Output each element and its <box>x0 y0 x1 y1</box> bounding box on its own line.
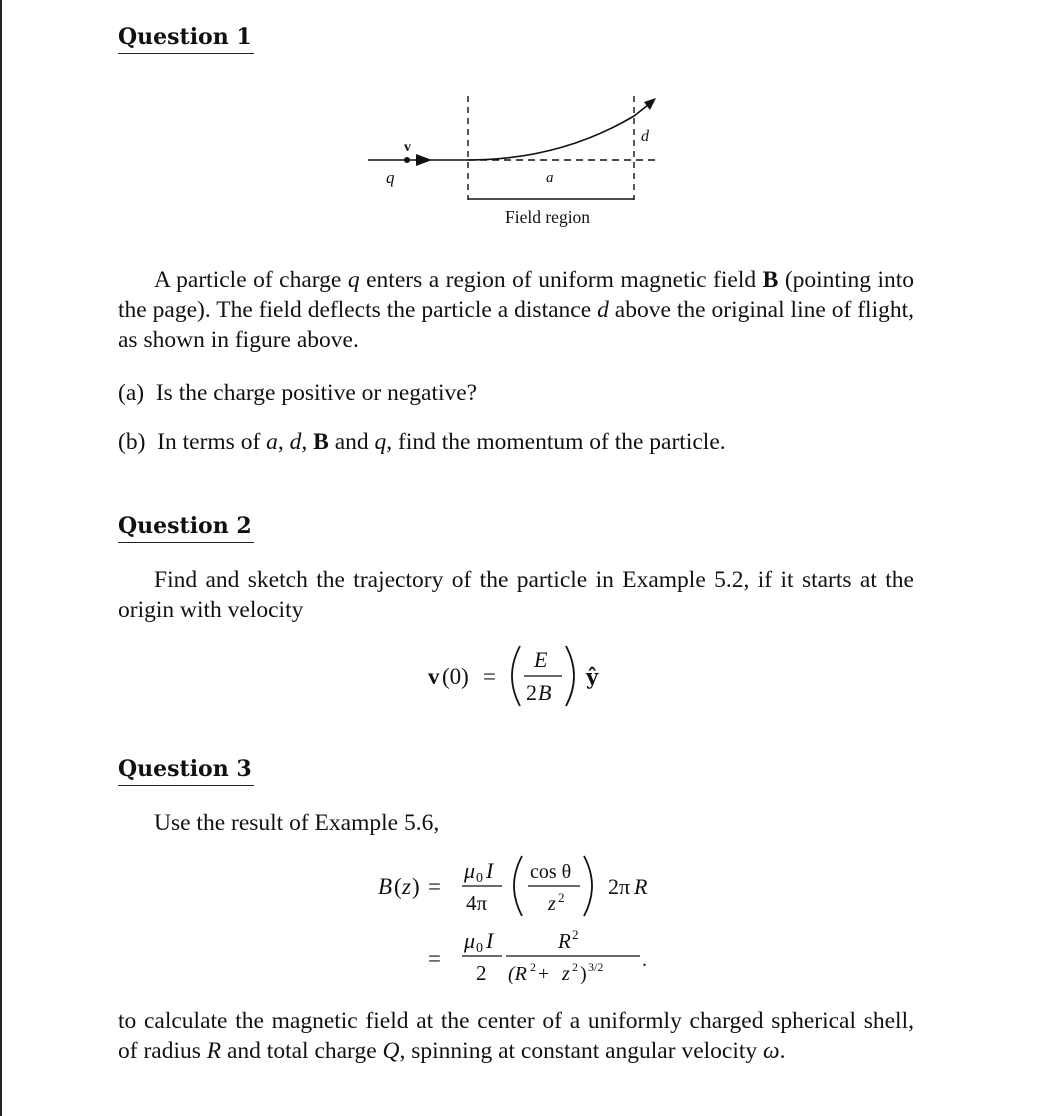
svg-text:0: 0 <box>476 871 483 886</box>
question-2-heading: Question 2 <box>118 513 254 543</box>
svg-text:3/2: 3/2 <box>588 960 604 974</box>
svg-text:=: = <box>428 874 441 899</box>
biot-savart-equation <box>368 850 668 990</box>
svg-text:2: 2 <box>526 680 537 705</box>
svg-text:v: v <box>428 664 440 689</box>
page-left-edge <box>0 0 2 1116</box>
svg-text:+: + <box>538 963 550 985</box>
question-1-body: A particle of charge q enters a region of uniform magnetic field B (pointing into the page). The field deflects the particle a distance d above the original line of flight, as shown in figure above. <box>118 267 915 353</box>
svg-text:B: B <box>538 680 552 705</box>
question-3-heading: Question 3 <box>118 756 254 786</box>
svg-text:R: R <box>558 929 571 953</box>
svg-text:2: 2 <box>572 960 578 974</box>
svg-text:μ: μ <box>464 858 476 883</box>
label-field-region: Field region <box>505 207 591 227</box>
svg-text:z: z <box>548 893 556 915</box>
svg-text:2: 2 <box>558 890 565 905</box>
question-1-heading: Question 1 <box>118 24 254 54</box>
question-1-part-a: (a) Is the charge positive or negative? <box>118 380 478 406</box>
question-3-body: Use the result of Example 5.6, <box>154 810 440 836</box>
svg-text:z: z <box>402 874 411 899</box>
question-3-body-continued: to calculate the magnetic field at the center of a uniformly charged spherical shell, of radius R and total charge Q, spinning at constant angular velocity ω. <box>118 1008 914 1064</box>
svg-text:0: 0 <box>476 941 483 956</box>
field-region-figure <box>360 88 670 233</box>
svg-text:μ: μ <box>464 928 476 953</box>
label-q: q <box>386 168 395 187</box>
svg-text:=: = <box>483 664 496 689</box>
velocity-equation <box>420 640 620 712</box>
svg-text:): ) <box>580 963 587 985</box>
svg-text:): ) <box>412 874 420 899</box>
svg-text:(R: (R <box>508 963 527 985</box>
svg-text:2: 2 <box>530 960 536 974</box>
svg-text:R: R <box>634 874 648 899</box>
particle-dot <box>404 157 410 163</box>
svg-text:ŷ: ŷ <box>586 664 599 689</box>
label-a: a <box>546 170 554 186</box>
svg-text:z: z <box>562 963 570 985</box>
svg-text:(: ( <box>394 874 402 899</box>
svg-text:2: 2 <box>476 961 487 985</box>
velocity-arrow <box>416 154 432 166</box>
svg-text:I: I <box>486 858 494 883</box>
svg-text:2π: 2π <box>608 874 631 899</box>
label-d: d <box>641 128 649 145</box>
svg-text:.: . <box>642 949 647 971</box>
label-v: v <box>404 140 411 155</box>
svg-text:(0): (0) <box>442 664 469 689</box>
trajectory-curve <box>468 116 634 160</box>
exit-arrow <box>644 98 656 110</box>
question-1-part-b: (b) In terms of a, d, B and q, find the momentum of the particle. <box>118 429 726 455</box>
svg-text:B: B <box>378 874 393 899</box>
svg-text:E: E <box>534 647 548 672</box>
svg-text:=: = <box>428 946 441 971</box>
svg-text:4π: 4π <box>466 891 488 915</box>
exit-line <box>634 105 648 116</box>
svg-text:cos θ: cos θ <box>530 861 572 883</box>
svg-text:2: 2 <box>572 927 579 942</box>
question-2-body: Find and sketch the trajectory of the particle in Example 5.2, if it starts at the origin with velocity <box>118 567 914 623</box>
svg-text:I: I <box>486 928 494 953</box>
